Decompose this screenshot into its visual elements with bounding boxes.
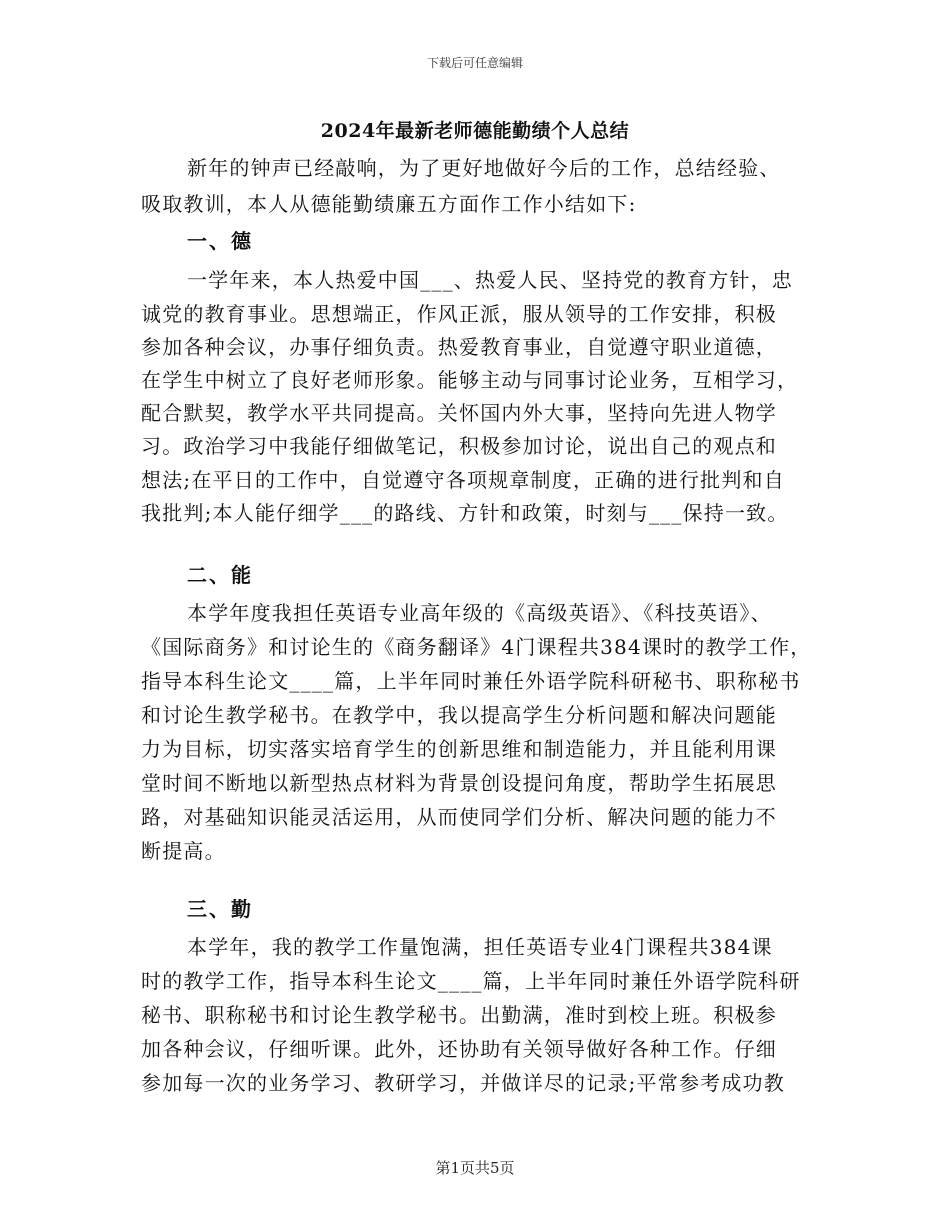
- paragraph-line: 《国际商务》和讨论生的《商务翻译》4门课程共384课时的教学工作，: [141, 635, 812, 659]
- paragraph-line: 参加各种会议，办事仔细负责。热爱教育事业，自觉遵守职业道德，: [141, 335, 777, 359]
- paragraph-line: 配合默契，教学水平共同提高。关怀国内外大事，坚持向先进人物学: [141, 401, 777, 425]
- paragraph-line: 力为目标，切实落实培育学生的创新思维和制造能力，并且能利用课: [141, 737, 777, 761]
- header-note: 下载后可任意编辑: [426, 56, 523, 70]
- paragraph-line: 我批判;本人能仔细学___的路线、方针和政策，时刻与___保持一致。: [141, 501, 789, 525]
- paragraph-line: 一学年来，本人热爱中国___、热爱人民、坚持党的教育方针，忠: [187, 268, 793, 292]
- paragraph-line: 堂时间不断地以新型热点材料为背景创设提问角度，帮助学生拓展思: [141, 771, 777, 795]
- paragraph-line: 加各种会议，仔细听课。此外，还协助有关领导做好各种工作。仔细: [141, 1037, 777, 1061]
- paragraph-line: 秘书、职称秘书和讨论生教学秘书。出勤满，准时到校上班。积极参: [141, 1003, 777, 1027]
- paragraph-line: 参加每一次的业务学习、教研学习，并做详尽的记录;平常参考成功教: [141, 1071, 785, 1095]
- paragraph-line: 指导本科生论文____篇，上半年同时兼任外语学院科研秘书、职称秘书: [141, 669, 801, 693]
- intro-line: 吸取教训，本人从德能勤绩廉五方面作工作小结如下:: [141, 192, 637, 216]
- paragraph-line: 在学生中树立了良好老师形象。能够主动与同事讨论业务，互相学习，: [141, 368, 799, 392]
- intro-line: 新年的钟声已经敲响，为了更好地做好今后的工作，总结经验、: [187, 156, 781, 180]
- page-footer: 第1页共5页: [435, 1159, 515, 1177]
- paragraph-line: 本学年度我担任英语专业高年级的《高级英语》、《科技英语》、: [187, 601, 772, 625]
- section-heading-de: 一、德: [187, 229, 253, 253]
- paragraph-line: 本学年，我的教学工作量饱满，担任英语专业4门课程共384课: [187, 935, 773, 959]
- section-heading-neng: 二、能: [187, 563, 253, 587]
- paragraph-line: 路，对基础知识能灵活运用，从而使同学们分析、解决问题的能力不: [141, 805, 777, 829]
- document-title: 2024年最新老师德能勤绩个人总结: [320, 120, 630, 142]
- paragraph-line: 和讨论生教学秘书。在教学中，我以提高学生分析问题和解决问题能: [141, 703, 777, 727]
- paragraph-line: 想法;在平日的工作中，自觉遵守各项规章制度，正确的进行批判和自: [141, 468, 785, 492]
- paragraph-line: 时的教学工作，指导本科生论文____篇，上半年同时兼任外语学院科研: [141, 969, 801, 993]
- paragraph-line: 习。政治学习中我能仔细做笔记，积极参加讨论，说出自己的观点和: [141, 434, 777, 458]
- paragraph-line: 断提高。: [141, 839, 226, 863]
- section-heading-qin: 三、勤: [187, 897, 253, 921]
- paragraph-line: 诚党的教育事业。思想端正，作风正派，服从领导的工作安排，积极: [141, 302, 777, 326]
